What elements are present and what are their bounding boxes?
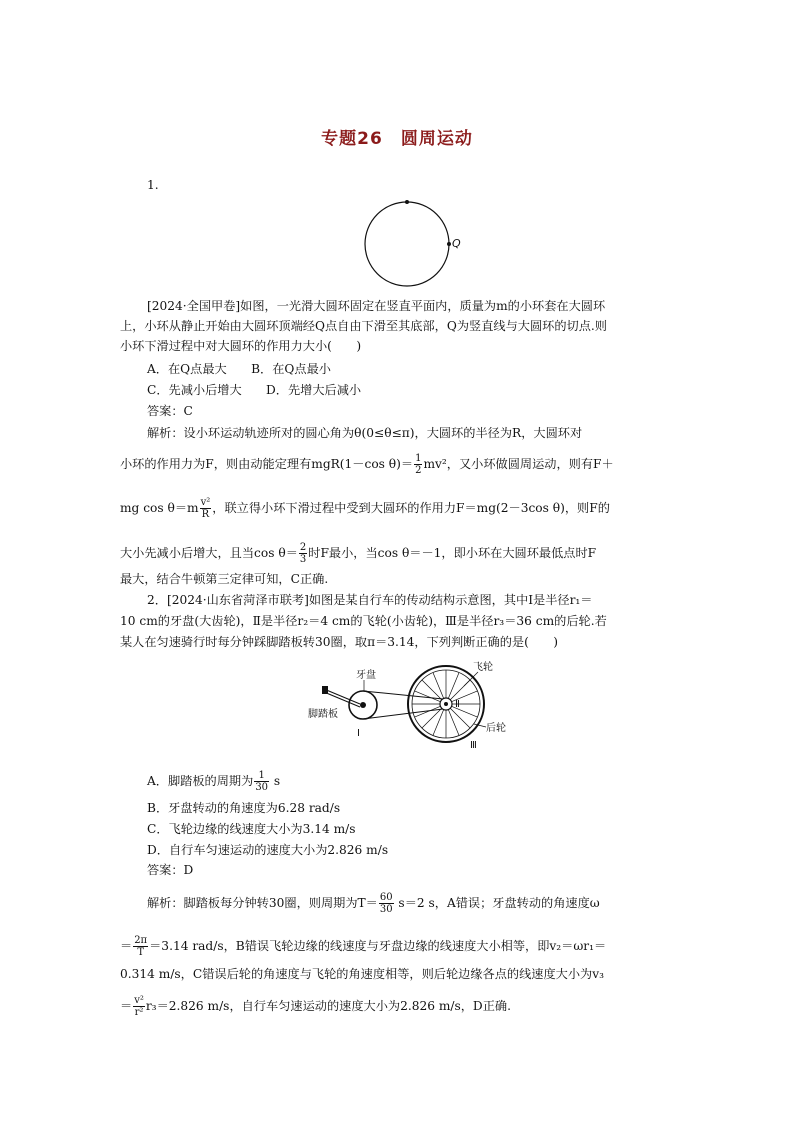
spoke xyxy=(450,708,470,728)
r3-label: Ⅲ xyxy=(470,740,477,751)
q1-stem-line: 小环下滑过程中对大圆环的作用力大小( ) xyxy=(120,339,362,353)
pedal-label: 脚踏板 xyxy=(308,709,338,720)
fraction: $\frac{60}{30}$ xyxy=(379,892,393,915)
q1-circle-diagram xyxy=(355,198,465,292)
q2-analysis-line: ＝ $\frac{\text{v²}}{\text{r²}}$ r₃＝2.826 m/s，自行车匀速运动的速度大小为2.826 m/s，D正确. xyxy=(120,995,511,1018)
q-point xyxy=(447,242,451,246)
bicycle-transmission-diagram xyxy=(298,656,528,756)
q2-option-a: A．脚踏板的周期为 $\frac{1}{30}$ s xyxy=(147,770,281,793)
q2-stem-line: 2．[2024·山东省菏泽市联考]如图是某自行车的传动结构示意图，其中Ⅰ是半径r₁＝ xyxy=(147,593,593,607)
q1-analysis-line: mg cos θ＝m $\frac{\text{v²}}{R}$ ，联立得小环下滑过程中受到大圆环的作用力F＝mg(2－3cos θ)，则F的 xyxy=(120,497,610,520)
q-label: Q xyxy=(452,237,461,250)
r2-label: Ⅱ xyxy=(455,699,460,710)
fraction: $\frac{\text{v²}}{R}$ xyxy=(200,497,211,520)
q2-stem-line: 10 cm的牙盘(大齿轮)，Ⅱ是半径r₂＝4 cm的飞轮(小齿轮)，Ⅲ是半径r₃＝36 cm的后轮.若 xyxy=(120,614,607,628)
pedal-crank xyxy=(322,686,360,707)
big-ring xyxy=(365,202,449,286)
q1-option: A．在Q点最大 B．在Q点最小 xyxy=(147,362,331,376)
spoke xyxy=(448,673,459,699)
fraction: $\frac{1}{30}$ xyxy=(255,770,269,793)
title-main: 圆周运动 xyxy=(400,129,473,149)
spoke xyxy=(448,710,459,736)
r1-label: Ⅰ xyxy=(357,728,360,739)
q2-option-b: B．牙盘转动的角速度为6.28 rad/s xyxy=(147,801,341,815)
q1-analysis-line: 小环的作用力为F，则由动能定理有mgR(1－cos θ)＝ $\frac{1}{2}$ mv²，又小环做圆周运动，则有F＋ xyxy=(120,453,614,476)
q1-number: 1. xyxy=(147,178,159,192)
q2-analysis-line: 0.314 m/s，C错误后轮的角速度与飞轮的角速度相等，则后轮边缘各点的线速度大小为v₃ xyxy=(120,967,604,981)
fraction: $\frac{2\pi}{T}$ xyxy=(134,935,148,958)
chainring-label: 牙盘 xyxy=(356,670,376,681)
fraction: $\frac{\text{v²}}{\text{r²}}$ xyxy=(134,995,144,1018)
spoke xyxy=(433,673,444,699)
q2-answer: 答案：D xyxy=(147,863,194,877)
q2-option-d: D．自行车匀速运动的速度大小为2.826 m/s xyxy=(147,843,389,857)
spoke xyxy=(433,710,444,736)
title-prefix: 专题26 xyxy=(321,129,383,149)
q1-analysis-line: 大小先减小后增大，且当cos θ＝ $\frac{2}{3}$ 时F最小，当cos θ＝－1，即小环在大圆环最低点时F xyxy=(120,542,597,565)
q1-stem-line: [2024·全国甲卷]如图，一光滑大圆环固定在竖直平面内，质量为m的小环套在大圆环 xyxy=(147,299,606,313)
q1-stem-line: 上，小环从静止开始由大圆环顶端经Q点自由下滑至其底部，Q为竖直线与大圆环的切点.则 xyxy=(120,319,607,333)
q1-answer: 答案：C xyxy=(147,404,193,418)
q1-analysis-line: 解析：设小环运动轨迹所对的圆心角为θ(0≤θ≤π)，大圆环的半径为R，大圆环对 xyxy=(147,426,583,440)
q1-option: C．先减小后增大 D．先增大后减小 xyxy=(147,383,362,397)
q1-analysis-line: 最大，结合牛顿第三定律可知，C正确. xyxy=(120,572,329,586)
rear-wheel-label: 后轮 xyxy=(486,723,506,734)
top-point xyxy=(405,200,409,204)
q2-analysis-line: ＝ $\frac{2\pi}{T}$ ＝3.14 rad/s，B错误飞轮边缘的线速度与牙盘边缘的线速度大小相等，即v₂＝ωr₁＝ xyxy=(120,935,607,958)
page-title xyxy=(0,124,794,149)
q2-analysis-line: 解析：脚踏板每分钟转30圈，则周期为T＝ $\frac{60}{30}$ s＝2 s，A错误；牙盘转动的角速度ω xyxy=(147,892,600,915)
fraction: $\frac{2}{3}$ xyxy=(299,542,307,565)
q2-option-c: C．飞轮边缘的线速度大小为3.14 m/s xyxy=(147,822,356,836)
flywheel-label: 飞轮 xyxy=(473,662,493,673)
q2-stem-line: 某人在匀速骑行时每分钟踩脚踏板转30圈，取π＝3.14，下列判断正确的是( ) xyxy=(120,635,558,649)
fraction: $\frac{1}{2}$ xyxy=(415,453,422,476)
